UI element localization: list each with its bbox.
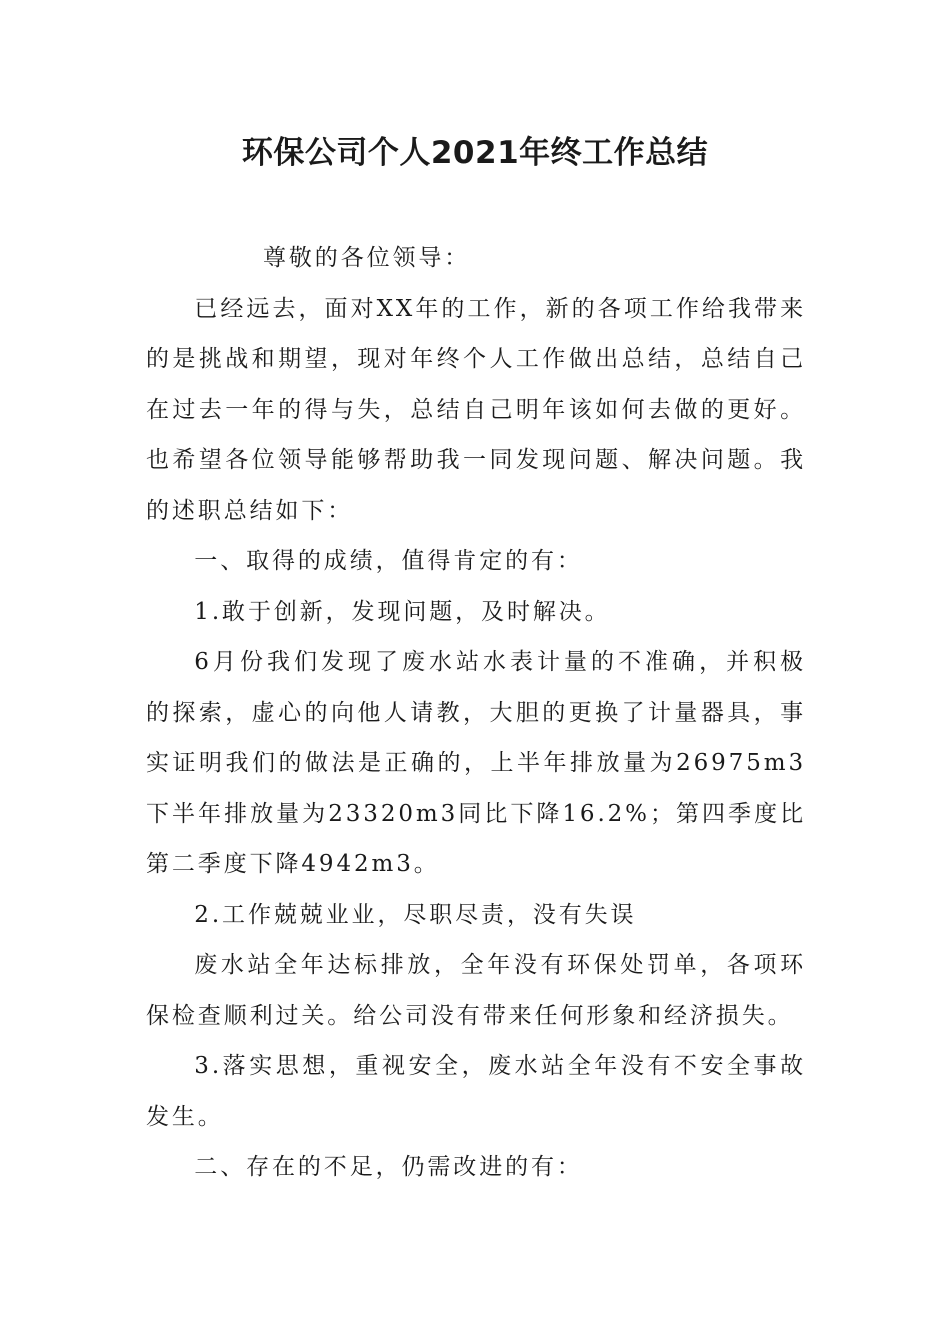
document-title: 环保公司个人2021年终工作总结 [241, 135, 709, 171]
document-body [146, 233, 806, 1193]
list-item-diligence: 2.工作兢兢业业，尽职尽责，没有失误 [194, 901, 637, 928]
paragraph-intro: 已经远去，面对XX年的工作，新的各项工作给我带来的是挑战和期望，现对年终个人工作做出总结，总结自己在过去一年的得与失，总结自己明年该如何去做的更好。也希望各位领导能够帮助我一同发现问题、解决问题。我的述职总结如下： [146, 295, 806, 524]
salutation: 尊敬的各位领导： [263, 245, 471, 271]
section-heading-shortcomings: 二、存在的不足，仍需改进的有： [194, 1154, 583, 1180]
paragraph-compliance: 废水站全年达标排放，全年没有环保处罚单，各项环保检查顺利过关。给公司没有带来任何形象和经济损失。 [146, 952, 806, 1029]
list-item-innovation: 1.敢于创新，发现问题，及时解决。 [194, 598, 611, 625]
section-heading-achievements: 一、取得的成绩，值得肯定的有： [194, 548, 583, 574]
list-item-safety: 3.落实思想，重视安全，废水站全年没有不安全事故发生。 [146, 1053, 806, 1130]
paragraph-water-meter: 6月份我们发现了废水站水表计量的不准确，并积极的探索，虚心的向他人请教，大胆的更换了计量器具，事实证明我们的做法是正确的，上半年排放量为26975m3下半年排放量为23320m3同比下降16.2%；第四季度比第二季度下降4942m3。 [146, 649, 806, 877]
